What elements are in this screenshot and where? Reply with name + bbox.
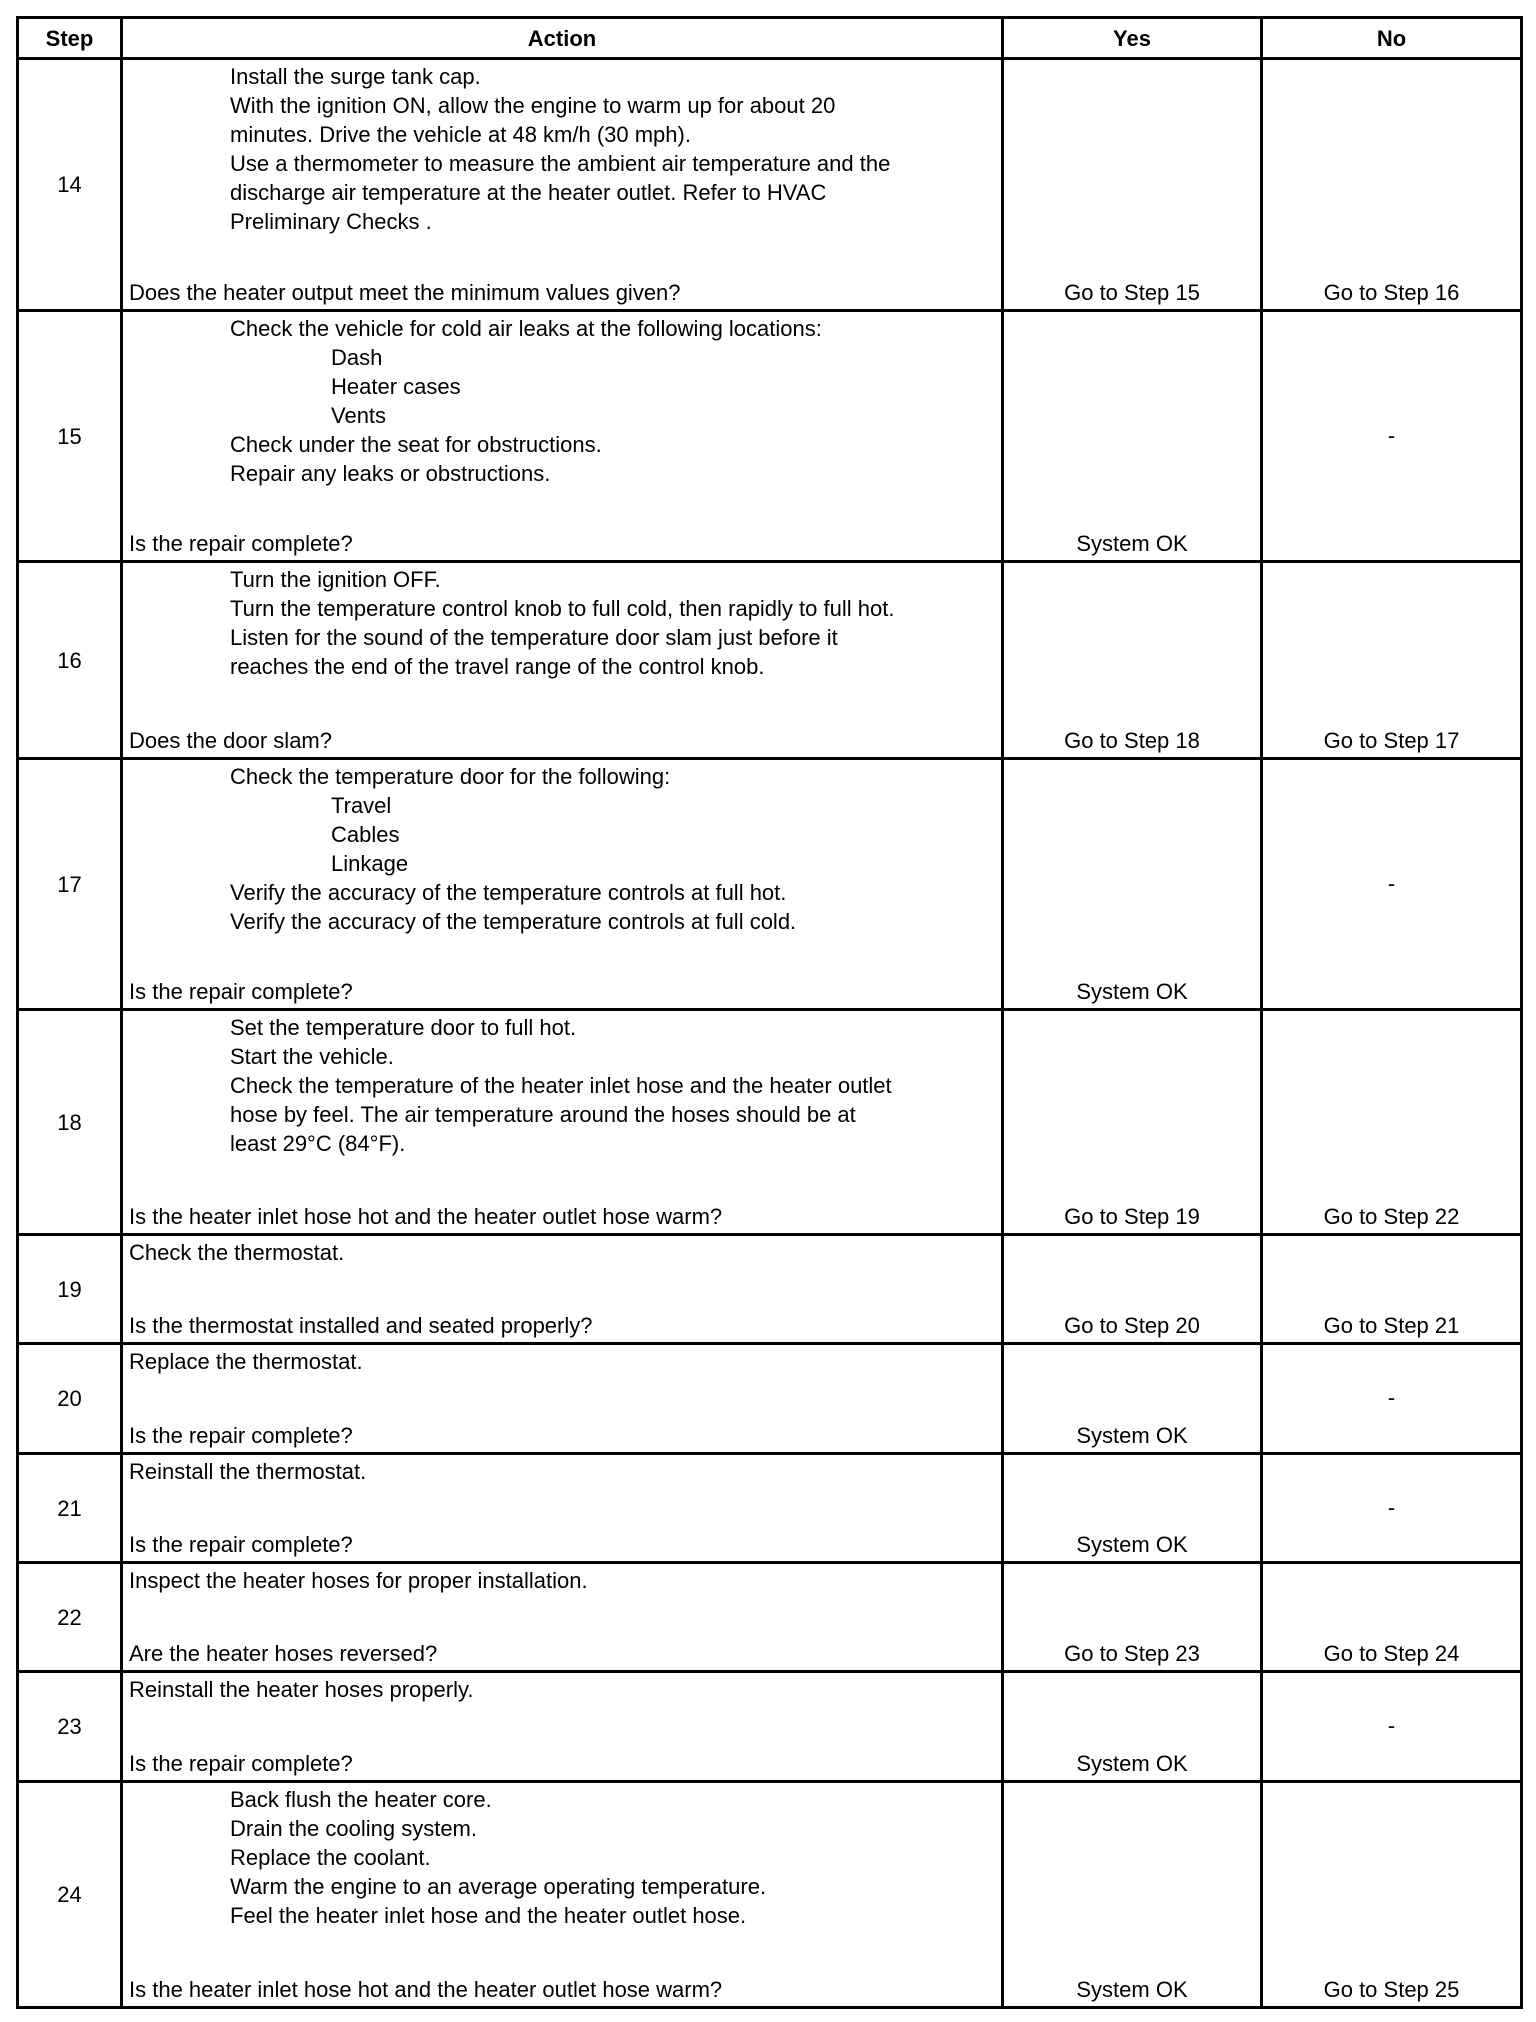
step-number: 17 (18, 759, 122, 1010)
action-question: Is the repair complete? (129, 1532, 353, 1557)
action-line: Use a thermometer to measure the ambient air temperature and the (230, 151, 891, 176)
action-line: Dash (331, 345, 383, 370)
table-row (18, 759, 1522, 1010)
yes-result: System OK (1003, 759, 1262, 1010)
step-number: 21 (18, 1454, 122, 1563)
action-line: Turn the temperature control knob to full cold, then rapidly to full hot. (230, 596, 895, 621)
table-row (18, 1563, 1522, 1672)
yes-result: System OK (1003, 1344, 1262, 1454)
action-instructions (123, 1345, 1001, 1376)
action-cell (122, 311, 1003, 562)
step-number: 20 (18, 1344, 122, 1454)
action-line: Check the thermostat. (129, 1240, 345, 1265)
action-instructions (123, 1455, 1001, 1486)
action-question: Are the heater hoses reversed? (129, 1641, 438, 1666)
step-number: 18 (18, 1010, 122, 1235)
action-line: discharge air temperature at the heater outlet. Refer to HVAC (230, 180, 827, 205)
no-result: Go to Step 17 (1262, 562, 1522, 759)
table-row (18, 1010, 1522, 1235)
action-line: Check the temperature door for the following: (230, 764, 671, 789)
no-result: - (1262, 1672, 1522, 1782)
step-number: 15 (18, 311, 122, 562)
yes-result: Go to Step 19 (1003, 1010, 1262, 1235)
no-result: - (1262, 759, 1522, 1010)
action-cell (122, 1454, 1003, 1563)
action-line: Feel the heater inlet hose and the heater outlet hose. (230, 1903, 747, 1928)
action-line: Start the vehicle. (230, 1044, 394, 1069)
action-line: Travel (331, 793, 392, 818)
action-line: least 29°C (84°F). (230, 1131, 406, 1156)
no-result: - (1262, 1454, 1522, 1563)
action-line: Linkage (331, 851, 409, 876)
header-row (18, 18, 1522, 59)
table-row (18, 1235, 1522, 1344)
yes-result: Go to Step 23 (1003, 1563, 1262, 1672)
action-line: Check under the seat for obstructions. (230, 432, 602, 457)
action-question: Is the repair complete? (129, 1423, 353, 1448)
table-row (18, 1672, 1522, 1782)
table-row (18, 311, 1522, 562)
yes-result: Go to Step 20 (1003, 1235, 1262, 1344)
action-line: Drain the cooling system. (230, 1816, 477, 1841)
action-question: Does the heater output meet the minimum values given? (129, 280, 681, 305)
action-instructions (123, 312, 1001, 488)
action-line: Heater cases (331, 374, 461, 399)
header-action: Action (122, 18, 1003, 59)
table-row (18, 1782, 1522, 2008)
action-cell (122, 1235, 1003, 1344)
yes-result: Go to Step 15 (1003, 59, 1262, 311)
action-question: Is the thermostat installed and seated properly? (129, 1313, 593, 1338)
action-line: Verify the accuracy of the temperature controls at full hot. (230, 880, 787, 905)
step-number: 14 (18, 59, 122, 311)
action-line: Preliminary Checks . (230, 209, 432, 234)
action-instructions (123, 1673, 1001, 1704)
action-question: Is the repair complete? (129, 531, 353, 556)
action-line: reaches the end of the travel range of the control knob. (230, 654, 765, 679)
no-result: Go to Step 21 (1262, 1235, 1522, 1344)
step-number: 24 (18, 1782, 122, 2008)
action-line: Listen for the sound of the temperature door slam just before it (230, 625, 838, 650)
action-line: Replace the thermostat. (129, 1349, 363, 1374)
action-instructions (123, 1564, 1001, 1595)
action-instructions (123, 1236, 1001, 1267)
yes-result: Go to Step 18 (1003, 562, 1262, 759)
action-line: Check the temperature of the heater inlet hose and the heater outlet (230, 1073, 892, 1098)
action-question: Is the heater inlet hose hot and the heater outlet hose warm? (129, 1977, 723, 2002)
no-result: Go to Step 22 (1262, 1010, 1522, 1235)
action-line: hose by feel. The air temperature around the hoses should be at (230, 1102, 856, 1127)
yes-result: System OK (1003, 1672, 1262, 1782)
yes-result: System OK (1003, 311, 1262, 562)
action-line: Set the temperature door to full hot. (230, 1015, 577, 1040)
action-line: Reinstall the heater hoses properly. (129, 1677, 474, 1702)
no-result: Go to Step 25 (1262, 1782, 1522, 2008)
step-number: 22 (18, 1563, 122, 1672)
header-no: No (1262, 18, 1522, 59)
action-cell (122, 562, 1003, 759)
yes-result: System OK (1003, 1454, 1262, 1563)
action-line: Inspect the heater hoses for proper installation. (129, 1568, 588, 1593)
table-row (18, 59, 1522, 311)
step-number: 23 (18, 1672, 122, 1782)
no-result: - (1262, 1344, 1522, 1454)
step-number: 19 (18, 1235, 122, 1344)
action-line: Verify the accuracy of the temperature controls at full cold. (230, 909, 797, 934)
diagnostic-table (16, 16, 1523, 2009)
step-number: 16 (18, 562, 122, 759)
header-yes: Yes (1003, 18, 1262, 59)
table-row (18, 1344, 1522, 1454)
table-row (18, 562, 1522, 759)
action-line: Turn the ignition OFF. (230, 567, 441, 592)
action-instructions (123, 1011, 1001, 1158)
no-result: Go to Step 24 (1262, 1563, 1522, 1672)
yes-result: System OK (1003, 1782, 1262, 2008)
action-question: Does the door slam? (129, 728, 332, 753)
action-instructions (123, 60, 1001, 236)
action-line: Install the surge tank cap. (230, 64, 481, 89)
action-instructions (123, 1783, 1001, 1930)
action-cell (122, 1672, 1003, 1782)
action-cell (122, 1563, 1003, 1672)
table-row (18, 1454, 1522, 1563)
action-line: Vents (331, 403, 387, 428)
action-line: Reinstall the thermostat. (129, 1459, 367, 1484)
table-body (18, 59, 1522, 2008)
action-line: With the ignition ON, allow the engine to warm up for about 20 (230, 93, 836, 118)
action-question: Is the repair complete? (129, 979, 353, 1004)
action-question: Is the repair complete? (129, 1751, 353, 1776)
no-result: Go to Step 16 (1262, 59, 1522, 311)
action-cell (122, 1782, 1003, 2008)
action-line: Check the vehicle for cold air leaks at the following locations: (230, 316, 822, 341)
action-cell (122, 59, 1003, 311)
header-step: Step (18, 18, 122, 59)
action-line: Repair any leaks or obstructions. (230, 461, 551, 486)
action-line: Cables (331, 822, 400, 847)
no-result: - (1262, 311, 1522, 562)
action-cell (122, 1010, 1003, 1235)
action-line: minutes. Drive the vehicle at 48 km/h (30 mph). (230, 122, 691, 147)
action-question: Is the heater inlet hose hot and the heater outlet hose warm? (129, 1204, 723, 1229)
action-cell (122, 1344, 1003, 1454)
action-line: Back flush the heater core. (230, 1787, 492, 1812)
action-line: Warm the engine to an average operating temperature. (230, 1874, 767, 1899)
action-cell (122, 759, 1003, 1010)
action-instructions (123, 760, 1001, 936)
action-instructions (123, 563, 1001, 681)
action-line: Replace the coolant. (230, 1845, 431, 1870)
